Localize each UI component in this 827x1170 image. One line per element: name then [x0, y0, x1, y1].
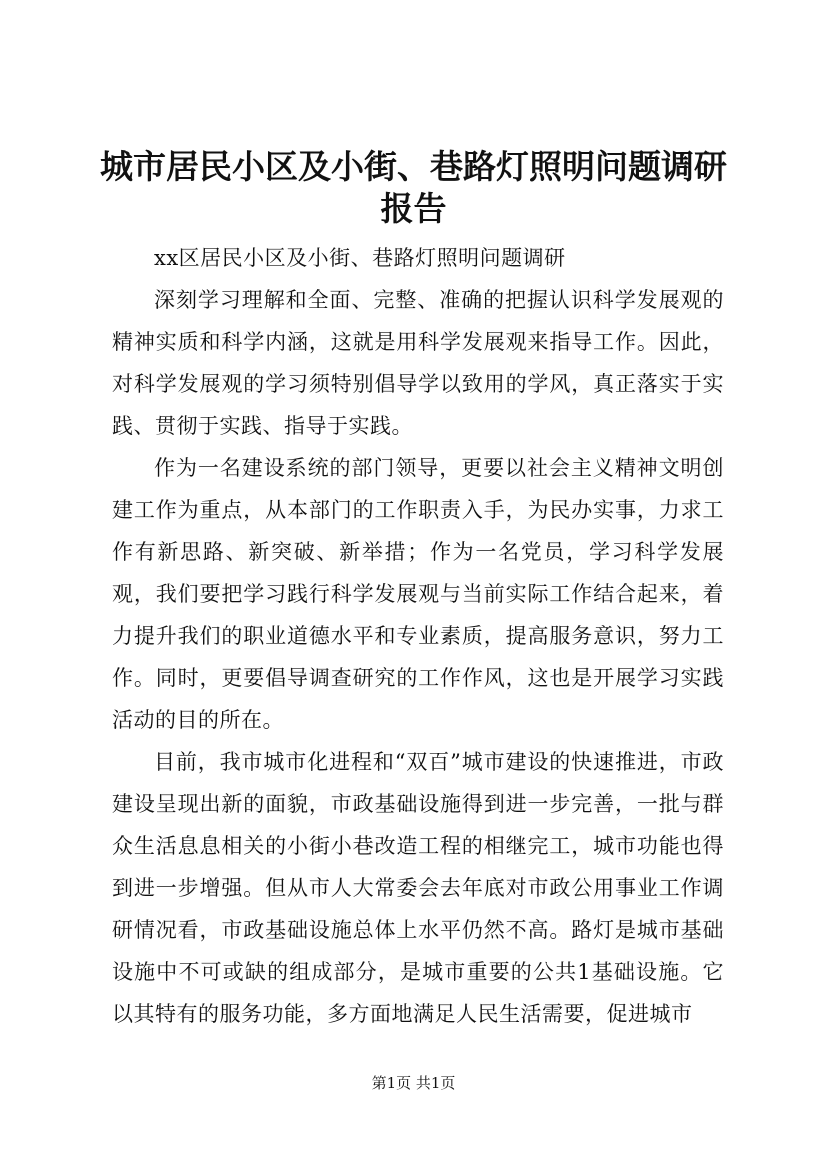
- body-paragraph: 目前，我市城市化进程和“双百”城市建设的快速推进，市政建设呈现出新的面貌，市政基础设施得到进一步完善，一批与群众生活息息相关的小街小巷改造工程的相继完工，城市功能也得到进一步增强。但从市人大常委会去年底对市政公用事业工作调研情况看，市政基础设施总体上水平仍然不高。路灯是城市基础设施中不可或缺的组成部分，是城市重要的公共1基础设施。它以其特有的服务功能，多方面地满足人民生活需要，促进城市: [112, 750, 724, 1026]
- body-paragraph: 作为一名建设系统的部门领导，更要以社会主义精神文明创建工作为重点，从本部门的工作职责入手，为民办实事，力求工作有新思路、新突破、新举措；作为一名党员，学习科学发展观，我们要把学习践行科学发展观与当前实际工作结合起来，着力提升我们的职业道德水平和专业素质，提高服务意识，努力工作。同时，更要倡导调查研究的工作作风，这也是开展学习实践活动的目的所在。: [112, 456, 724, 732]
- body-paragraph: 深刻学习理解和全面、完整、准确的把握认识科学发展观的精神实质和科学内涵，这就是用科学发展观来指导工作。因此，对科学发展观的学习须特别倡导学以致用的学风，真正落实于实践、贯彻于实践、指导于实践。: [112, 288, 724, 438]
- page-footer: 第1页 共1页: [371, 1074, 456, 1092]
- subtitle-paragraph: xx区居民小区及小街、巷路灯照明问题调研: [154, 246, 566, 270]
- document-body: [112, 237, 724, 1035]
- document-title: 城市居民小区及小街、巷路灯照明问题调研报告: [100, 147, 727, 228]
